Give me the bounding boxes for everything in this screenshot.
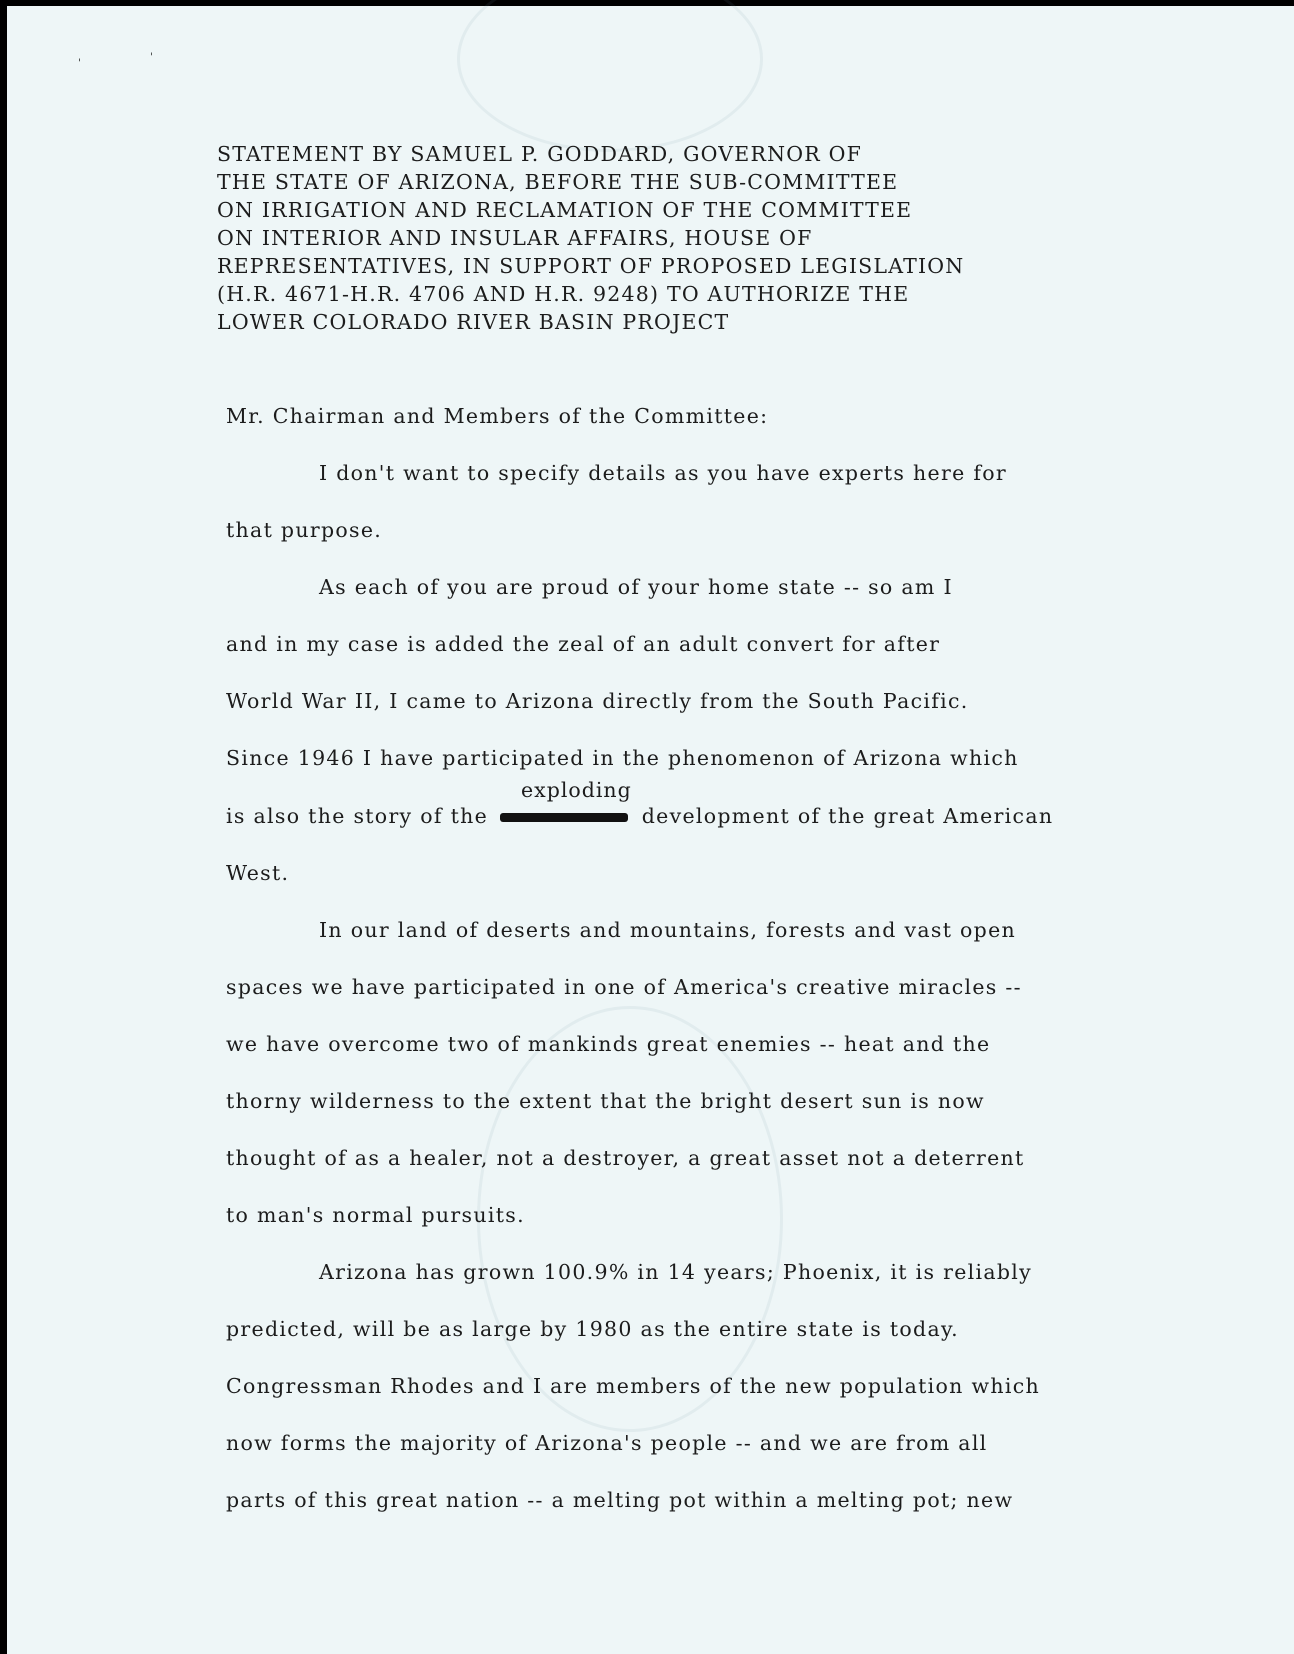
handwritten-insertion: exploding <box>521 778 632 802</box>
body-line: World War II, I came to Arizona directly from the South Pacific. <box>226 689 969 713</box>
body-line: thorny wilderness to the extent that the bright desert sun is now <box>226 1089 985 1113</box>
body-line: predicted, will be as large by 1980 as the entire state is today. <box>226 1317 959 1341</box>
body-line: now forms the majority of Arizona's people -- and we are from all <box>226 1431 988 1455</box>
body-line: As each of you are proud of your home state -- so am I <box>319 575 953 599</box>
body-line: that purpose. <box>226 518 383 542</box>
body-line: In our land of deserts and mountains, forests and vast open <box>319 918 1017 942</box>
body-line: I don't want to specify details as you have experts here for <box>319 461 1007 485</box>
body-line: West. <box>226 861 290 885</box>
heading-line: LOWER COLORADO RIVER BASIN PROJECT <box>217 310 730 334</box>
heading-line: REPRESENTATIVES, IN SUPPORT OF PROPOSED LEGISLATION <box>217 254 965 278</box>
document-page <box>7 6 1294 1654</box>
body-line: thought of as a healer, not a destroyer, a great asset not a deterrent <box>226 1146 1025 1170</box>
redaction-mark <box>500 813 628 822</box>
statement-heading <box>217 140 1077 336</box>
statement-document <box>7 6 1294 1654</box>
body-line: spaces we have participated in one of America's creative miracles -- <box>226 975 1022 999</box>
body-line: Since 1946 I have participated in the phenomenon of Arizona which <box>226 746 1019 770</box>
heading-line: (H.R. 4671-H.R. 4706 AND H.R. 9248) TO AUTHORIZE THE <box>217 282 910 306</box>
heading-line: ON IRRIGATION AND RECLAMATION OF THE COMMITTEE <box>217 198 913 222</box>
body-line: Arizona has grown 100.9% in 14 years; Phoenix, it is reliably <box>319 1260 1033 1284</box>
heading-line: THE STATE OF ARIZONA, BEFORE THE SUB-COMMITTEE <box>217 170 899 194</box>
body-line-with-redaction <box>226 804 1053 828</box>
heading-line: ON INTERIOR AND INSULAR AFFAIRS, HOUSE OF <box>217 226 813 250</box>
body-line: Congressman Rhodes and I are members of the new population which <box>226 1374 1040 1398</box>
corner-mark-right: ' <box>150 52 153 63</box>
body-line: to man's normal pursuits. <box>226 1203 525 1227</box>
body-line: and in my case is added the zeal of an adult convert for after <box>226 632 941 656</box>
corner-mark-left: ' <box>78 58 81 69</box>
body-line: we have overcome two of mankinds great enemies -- heat and the <box>226 1032 991 1056</box>
body-line: parts of this great nation -- a melting pot within a melting pot; new <box>226 1488 1014 1512</box>
salutation: Mr. Chairman and Members of the Committee: <box>226 404 769 428</box>
body-line-segment: development of the great American <box>641 804 1054 828</box>
body-line-segment: is also the story of the <box>226 804 489 828</box>
heading-line: STATEMENT BY SAMUEL P. GODDARD, GOVERNOR OF <box>217 142 863 166</box>
